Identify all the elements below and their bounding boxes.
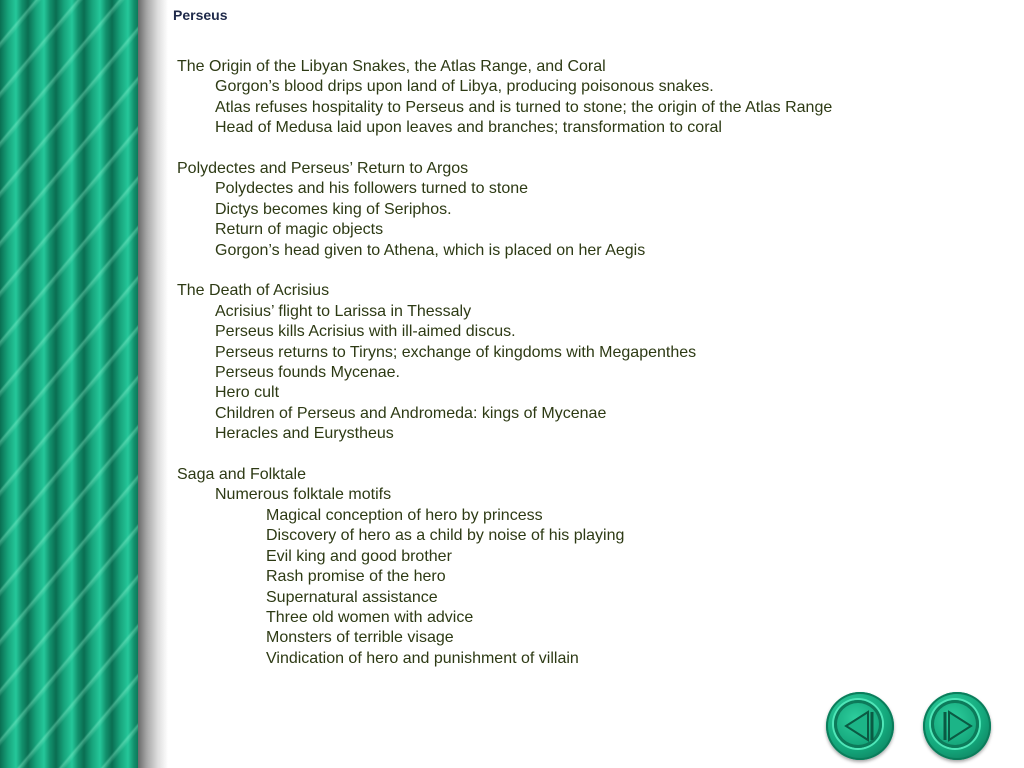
list-item: Gorgon’s head given to Athena, which is placed on her Aegis	[215, 241, 646, 259]
list-item: Heracles and Eurystheus	[215, 425, 394, 443]
list-item: Hero cult	[215, 384, 280, 402]
section-death-of-acrisius	[177, 281, 977, 444]
list-item: Perseus kills Acrisius with ill-aimed discus.	[215, 323, 516, 341]
list-item: Acrisius’ flight to Larissa in Thessaly	[215, 302, 472, 320]
section-heading: Saga and Folktale	[177, 466, 306, 484]
section-heading: Polydectes and Perseus’ Return to Argos	[177, 160, 469, 178]
list-item: Monsters of terrible visage	[266, 629, 454, 647]
list-item: Magical conception of hero by princess	[266, 506, 543, 524]
list-item: Return of magic objects	[215, 221, 384, 239]
list-item: Head of Medusa laid upon leaves and branches; transformation to coral	[215, 119, 722, 137]
slide-title: Perseus	[173, 7, 228, 23]
list-item: Vindication of hero and punishment of villain	[266, 649, 579, 667]
list-item: Dictys becomes king of Seriphos.	[215, 200, 452, 218]
previous-arrow-icon	[826, 692, 894, 760]
sidebar-shadow	[138, 0, 168, 768]
section-libyan-snakes	[177, 57, 977, 139]
list-item: Atlas refuses hospitality to Perseus and is turned to stone; the origin of the Atlas Range	[215, 98, 833, 116]
list-item: Rash promise of the hero	[266, 568, 446, 586]
list-item: Gorgon’s blood drips upon land of Libya, producing poisonous snakes.	[215, 78, 714, 96]
section-heading: The Death of Acrisius	[177, 282, 330, 300]
decorative-sidebar	[0, 0, 138, 768]
previous-slide-button[interactable]	[826, 692, 894, 760]
next-arrow-icon	[923, 692, 991, 760]
list-item: Supernatural assistance	[266, 588, 438, 606]
sidebar-stripes	[0, 0, 138, 768]
list-item: Evil king and good brother	[266, 547, 452, 565]
list-item: Polydectes and his followers turned to stone	[215, 180, 529, 198]
list-item: Perseus founds Mycenae.	[215, 364, 400, 382]
list-item: Perseus returns to Tiryns; exchange of kingdoms with Megapenthes	[215, 343, 697, 361]
section-saga-and-folktale	[177, 465, 977, 669]
section-return-to-argos	[177, 159, 977, 261]
list-item: Discovery of hero as a child by noise of his playing	[266, 527, 625, 545]
next-slide-button[interactable]	[923, 692, 991, 760]
list-item: Children of Perseus and Andromeda: kings of Mycenae	[215, 404, 607, 422]
list-item: Three old women with advice	[266, 608, 474, 626]
slide-content	[177, 57, 977, 690]
list-subheading: Numerous folktale motifs	[215, 486, 392, 504]
section-heading: The Origin of the Libyan Snakes, the Atlas Range, and Coral	[177, 58, 606, 75]
